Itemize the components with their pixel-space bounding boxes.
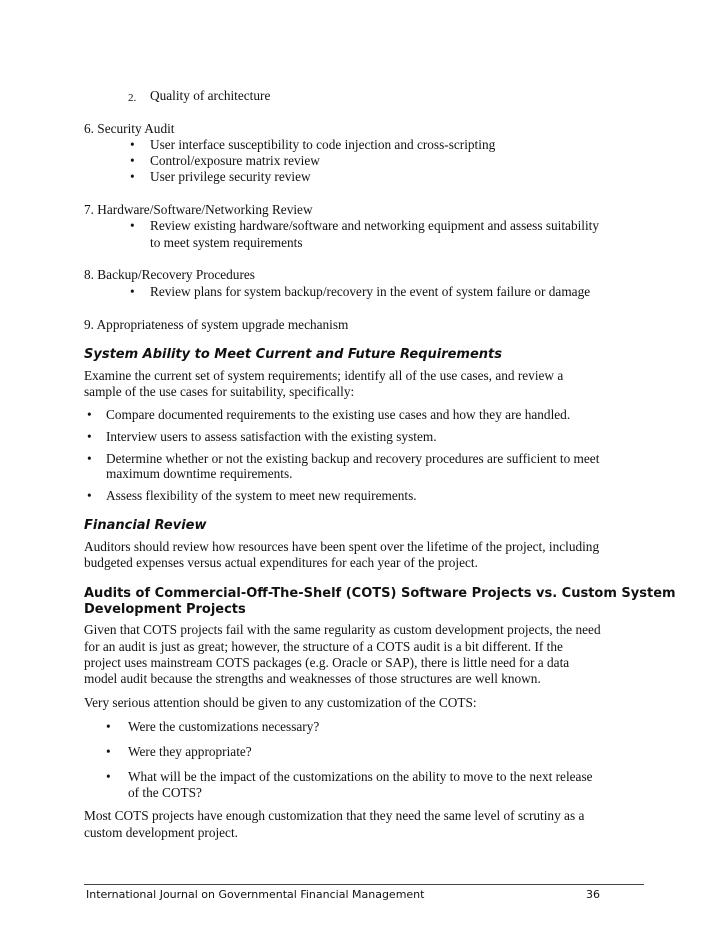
cots-closing-line: Most COTS projects have enough customization that they need the same level of scrutiny as a <box>84 808 585 823</box>
list-item: Control/exposure matrix review <box>150 153 320 168</box>
list-item: User interface susceptibility to code injection and cross-scripting <box>150 137 496 152</box>
list-item-continuation: maximum downtime requirements. <box>106 466 293 481</box>
cots-para-line: project uses mainstream COTS packages (e.g. Oracle or SAP), there is little need for a data <box>84 655 570 670</box>
ability-intro-line: Examine the current set of system requirements; identify all of the use cases, and review a <box>84 368 564 383</box>
bullet-icon: • <box>130 153 135 168</box>
section-8-heading: 8. Backup/Recovery Procedures <box>84 267 255 282</box>
list-item: What will be the impact of the customizations on the ability to move to the next release <box>128 769 593 784</box>
section-7-heading: 7. Hardware/Software/Networking Review <box>84 202 313 217</box>
cots-attention: Very serious attention should be given to any customization of the COTS: <box>84 695 477 710</box>
list-item: Interview users to assess satisfaction with the existing system. <box>106 429 437 444</box>
bullet-icon: • <box>130 169 135 184</box>
list-item: User privilege security review <box>150 169 311 184</box>
list-item: Were they appropriate? <box>128 744 252 759</box>
financial-line: budgeted expenses versus actual expenditures for each year of the project. <box>84 555 478 570</box>
footer-divider <box>84 884 644 885</box>
list-item: Assess flexibility of the system to meet new requirements. <box>106 488 417 503</box>
cots-para-line: model audit because the strengths and weaknesses of those structures are well known. <box>84 671 541 686</box>
list-item: Were the customizations necessary? <box>128 719 320 734</box>
bullet-icon: • <box>130 137 135 152</box>
list-item-continuation: of the COTS? <box>128 785 202 800</box>
section-6-heading: 6. Security Audit <box>84 121 175 136</box>
bullet-icon: • <box>130 218 135 233</box>
ability-intro-line: sample of the use cases for suitability, specifically: <box>84 384 355 399</box>
page-number: 36 <box>586 888 600 901</box>
bullet-icon: • <box>87 429 92 444</box>
cots-closing-line: custom development project. <box>84 825 238 840</box>
cots-para-line: for an audit is just as great; however, the structure of a COTS audit is a bit different. If the <box>84 639 563 654</box>
bullet-icon: • <box>87 451 92 466</box>
cots-heading-line: Development Projects <box>84 602 246 617</box>
cots-para-line: Given that COTS projects fail with the same regularity as custom development projects, the need <box>84 622 601 637</box>
cots-heading-line: Audits of Commercial-Off-The-Shelf (COTS) Software Projects vs. Custom System <box>84 586 676 601</box>
financial-heading: Financial Review <box>84 518 207 533</box>
sub-item-text: Quality of architecture <box>150 88 271 103</box>
list-item: Determine whether or not the existing backup and recovery procedures are sufficient to meet <box>106 451 600 466</box>
list-item: Review plans for system backup/recovery in the event of system failure or damage <box>150 284 591 299</box>
list-item: Compare documented requirements to the existing use cases and how they are handled. <box>106 407 571 422</box>
footer-journal: International Journal on Governmental Financial Management <box>86 888 425 901</box>
sub-item-number: 2. <box>128 92 137 104</box>
bullet-icon: • <box>106 719 111 734</box>
bullet-icon: • <box>106 744 111 759</box>
list-item: Review existing hardware/software and networking equipment and assess suitability <box>150 218 600 233</box>
bullet-icon: • <box>87 488 92 503</box>
bullet-icon: • <box>106 769 111 784</box>
bullet-icon: • <box>87 407 92 422</box>
ability-heading: System Ability to Meet Current and Future Requirements <box>84 347 503 362</box>
list-item-continuation: to meet system requirements <box>150 235 303 250</box>
section-9-heading: 9. Appropriateness of system upgrade mechanism <box>84 317 349 332</box>
financial-line: Auditors should review how resources have been spent over the lifetime of the project, including <box>84 539 600 554</box>
bullet-icon: • <box>130 284 135 299</box>
